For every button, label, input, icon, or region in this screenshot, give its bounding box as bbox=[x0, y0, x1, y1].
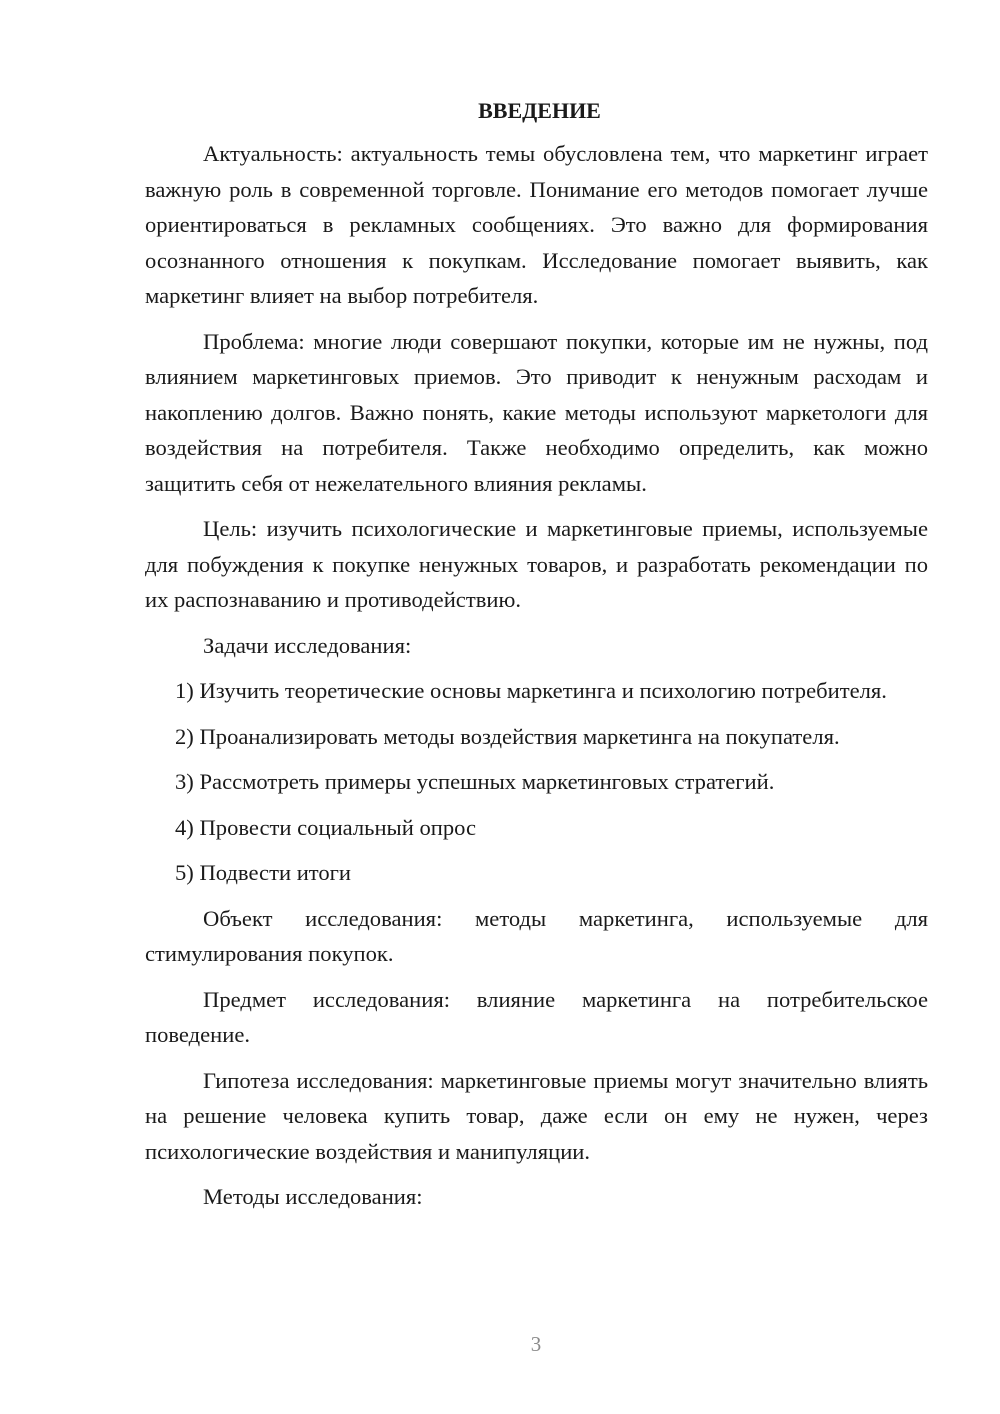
paragraph-object: Объект исследования: методы маркетинга, используемые для стимулирования покупок. bbox=[145, 905, 928, 966]
task-item-3: 3) Рассмотреть примеры успешных маркетинговых стратегий. bbox=[175, 769, 775, 794]
task-item-4: 4) Провести социальный опрос bbox=[175, 814, 477, 840]
task-list bbox=[145, 673, 928, 891]
page-content bbox=[145, 94, 928, 1225]
paragraph-tasks-title: Задачи исследования: bbox=[203, 632, 412, 658]
task-item-2: 2) Проанализировать методы воздействия маркетинга на покупателя. bbox=[175, 723, 840, 749]
task-item-5: 5) Подвести итоги bbox=[175, 860, 352, 885]
paragraph-hypothesis: Гипотеза исследования: маркетинговые приемы могут значительно влиять на решение человека купить товар, даже если он ему не нужен, через психологические воздействия и манипуляции. bbox=[145, 1067, 928, 1164]
paragraph-methods: Методы исследования: bbox=[203, 1184, 423, 1209]
paragraph-subject: Предмет исследования: влияние маркетинга на потребительское поведение. bbox=[145, 986, 928, 1047]
paragraph-goal: Цель: изучить психологические и маркетинговые приемы, используемые для побуждения к покупке ненужных товаров, и разработать рекомендации по их распознаванию и противодействию. bbox=[145, 516, 928, 612]
paragraph-problem: Проблема: многие люди совершают покупки, которые им не нужны, под влиянием маркетинговых приемов. Это приводит к ненужным расходам и накоплению долгов. Важно понять, какие методы используют маркетологи для воздействия на потребителя. Также необходимо определить, как можно защитить себя от нежелательного влияния рекламы. bbox=[145, 328, 928, 496]
page-number: 3 bbox=[530, 1332, 542, 1356]
task-item-1: 1) Изучить теоретические основы маркетинга и психологию потребителя. bbox=[175, 678, 887, 703]
paragraph-relevance: Актуальность: актуальность темы обусловлена тем, что маркетинг играет важную роль в современной торговле. Понимание его методов помогает лучше ориентироваться в рекламных сообщениях. Это важно для формирования осознанного отношения к покупкам. Исследование помогает выявить, как маркетинг влияет на выбор потребителя. bbox=[145, 141, 928, 308]
page-title: ВВЕДЕНИЕ bbox=[478, 98, 601, 123]
